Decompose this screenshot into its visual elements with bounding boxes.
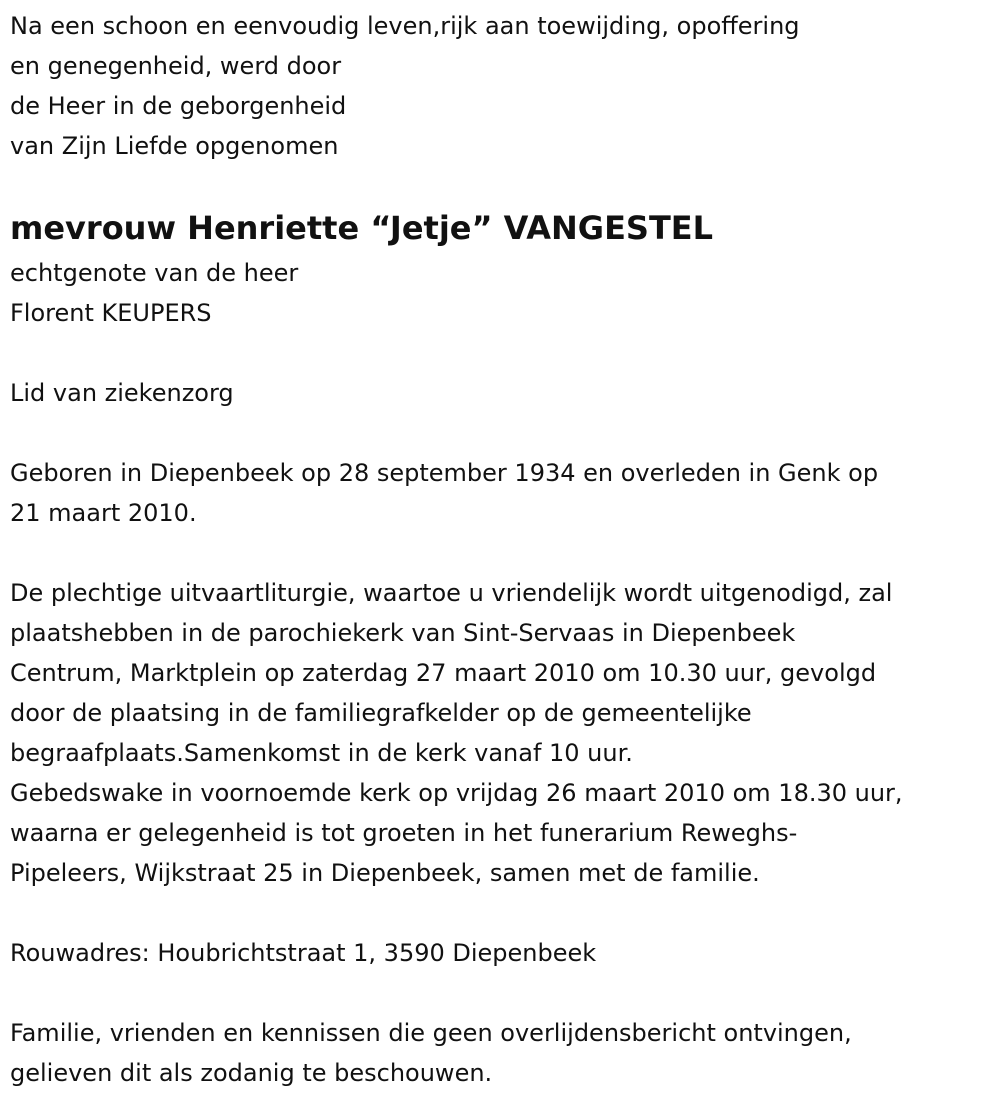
text-line: Centrum, Marktplein op zaterdag 27 maart 2010 om 10.30 uur, gevolgd — [10, 659, 877, 687]
closing-paragraph — [10, 1013, 1000, 1093]
spouse-paragraph — [10, 253, 1000, 333]
intro-paragraph — [10, 6, 1000, 166]
funeral-paragraph — [10, 573, 1000, 893]
text-line: Na een schoon en eenvoudig leven,rijk aan toewijding, opoffering — [10, 12, 800, 40]
text-line: 21 maart 2010. — [10, 499, 197, 527]
text-line: gelieven dit als zodanig te beschouwen. — [10, 1059, 493, 1087]
membership-paragraph — [10, 373, 1000, 413]
text-line: Geboren in Diepenbeek op 28 september 1934 en overleden in Genk op — [10, 459, 879, 487]
text-line: begraafplaats.Samenkomst in de kerk vanaf 10 uur. — [10, 739, 633, 767]
text-line: door de plaatsing in de familiegrafkelder op de gemeentelijke — [10, 699, 752, 727]
address-paragraph — [10, 933, 1000, 973]
text-line: plaatshebben in de parochiekerk van Sint-Servaas in Diepenbeek — [10, 619, 796, 647]
text-line: Pipeleers, Wijkstraat 25 in Diepenbeek, samen met de familie. — [10, 859, 760, 887]
text-line: Gebedswake in voornoemde kerk op vrijdag 26 maart 2010 om 18.30 uur, — [10, 779, 903, 807]
text-line: waarna er gelegenheid is tot groeten in het funerarium Reweghs- — [10, 819, 798, 847]
birth-death-paragraph — [10, 453, 1000, 533]
text-line: Rouwadres: Houbrichtstraat 1, 3590 Diepenbeek — [10, 939, 597, 967]
text-line: van Zijn Liefde opgenomen — [10, 132, 339, 160]
text-line: De plechtige uitvaartliturgie, waartoe u vriendelijk wordt uitgenodigd, zal — [10, 579, 893, 607]
deceased-name: mevrouw Henriette “Jetje” VANGESTEL — [10, 209, 714, 247]
text-line: de Heer in de geborgenheid — [10, 92, 347, 120]
text-line: echtgenote van de heer — [10, 259, 299, 287]
text-line: Lid van ziekenzorg — [10, 379, 234, 407]
text-line: Familie, vrienden en kennissen die geen overlijdensbericht ontvingen, — [10, 1019, 852, 1047]
text-line: en genegenheid, werd door — [10, 52, 342, 80]
text-line: Florent KEUPERS — [10, 299, 212, 327]
